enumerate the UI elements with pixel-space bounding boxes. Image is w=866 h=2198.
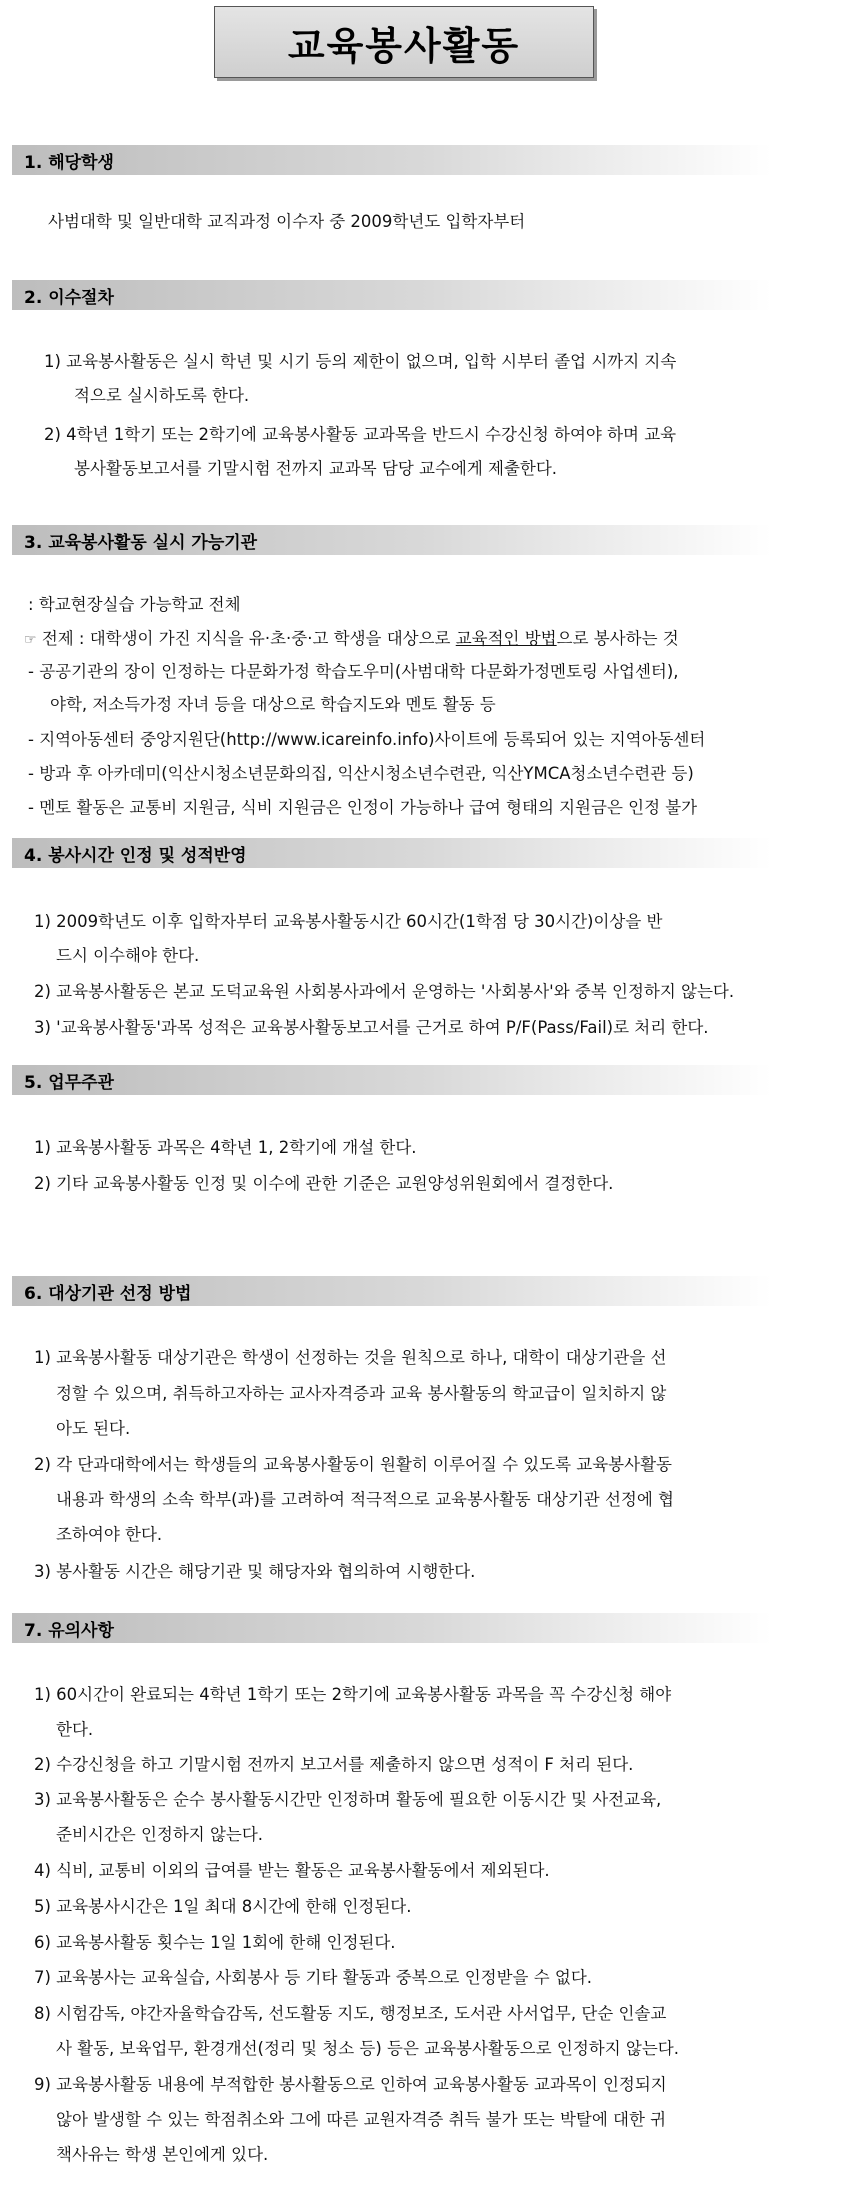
section-4-line-1: 1) 2009학년도 이후 입학자부터 교육봉사활동시간 60시간(1학점 당 30시간)이상을 반 (34, 912, 663, 931)
section-3-premise-underlined: 교육적인 방법 (455, 629, 557, 648)
page-title: 교육봉사활동 (287, 23, 521, 68)
pointing-hand-icon: ☞ (24, 632, 37, 648)
section-6-line-2: 정할 수 있으며, 취득하고자하는 교사자격증과 교육 봉사활동의 학교급이 일치하지 않 (56, 1384, 667, 1403)
section-7-line-11: 사 활동, 보육업무, 환경개선(정리 및 청소 등) 등은 교육봉사활동으로 인정하지 않는다. (56, 2039, 679, 2058)
section-7-line-13: 않아 발생할 수 있는 학점취소와 그에 따른 교원자격증 취득 불가 또는 박탈에 대한 귀 (56, 2110, 667, 2129)
section-2-line-3: 2) 4학년 1학기 또는 2학기에 교육봉사활동 교과목을 반드시 수강신청 하여야 하며 교육 (44, 425, 677, 444)
section-7-line-12: 9) 교육봉사활동 내용에 부적합한 봉사활동으로 인하여 교육봉사활동 교과목이 인정되지 (34, 2075, 667, 2094)
section-7-line-1: 1) 60시간이 완료되는 4학년 1학기 또는 2학기에 교육봉사활동 과목을 꼭 수강신청 해야 (34, 1685, 672, 1704)
section-7-line-5: 준비시간은 인정하지 않는다. (56, 1825, 264, 1844)
section-1-heading: 1. 해당학생 (12, 145, 772, 175)
section-5-line-2: 2) 기타 교육봉사활동 인정 및 이수에 관한 기준은 교원양성위원회에서 결정한다. (34, 1174, 614, 1193)
section-3-premise-tail: 으로 봉사하는 것 (556, 629, 679, 648)
section-4-line-2: 드시 이수해야 한다. (56, 946, 200, 965)
section-4-line-4: 3) '교육봉사활동'과목 성적은 교육봉사활동보고서를 근거로 하여 P/F(Pass/Fail)로 처리 한다. (34, 1018, 709, 1037)
section-3-line-7: - 멘토 활동은 교통비 지원금, 식비 지원금은 인정이 가능하나 급여 형태의 지원금은 인정 불가 (28, 798, 698, 817)
section-3-premise-text: 전제 : 대학생이 가진 지식을 유·초·중·고 학생을 대상으로 (41, 629, 451, 648)
section-3-line-2 (24, 627, 679, 652)
section-3-heading: 3. 교육봉사활동 실시 가능기관 (12, 525, 772, 555)
section-6-line-6: 조하여야 한다. (56, 1525, 163, 1544)
section-4-heading: 4. 봉사시간 인정 및 성적반영 (12, 838, 772, 868)
section-7-line-2: 한다. (56, 1720, 94, 1739)
section-1-line-1: 사범대학 및 일반대학 교직과정 이수자 중 2009학년도 입학자부터 (48, 212, 526, 231)
section-5-heading: 5. 업무주관 (12, 1065, 772, 1095)
section-6-line-3: 아도 된다. (56, 1419, 131, 1438)
section-6-line-5: 내용과 학생의 소속 학부(과)를 고려하여 적극적으로 교육봉사활동 대상기관 선정에 협 (56, 1490, 674, 1509)
section-6-line-4: 2) 각 단과대학에서는 학생들의 교육봉사활동이 원활히 이루어질 수 있도록 교육봉사활동 (34, 1455, 672, 1474)
section-6-heading: 6. 대상기관 선정 방법 (12, 1276, 772, 1306)
page-title-box (214, 6, 594, 78)
section-7-line-10: 8) 시험감독, 야간자율학습감독, 선도활동 지도, 행정보조, 도서관 사서업무, 단순 인솔교 (34, 2004, 667, 2023)
section-3-line-1: : 학교현장실습 가능학교 전체 (28, 595, 241, 614)
section-3-line-5: - 지역아동센터 중앙지원단(http://www.icareinfo.info)사이트에 등록되어 있는 지역아동센터 (28, 730, 706, 749)
section-3-line-3: - 공공기관의 장이 인정하는 다문화가정 학습도우미(사범대학 다문화가정멘토링 사업센터), (28, 662, 679, 681)
section-2-line-1: 1) 교육봉사활동은 실시 학년 및 시기 등의 제한이 없으며, 입학 시부터 졸업 시까지 지속 (44, 352, 677, 371)
section-6-line-1: 1) 교육봉사활동 대상기관은 학생이 선정하는 것을 원칙으로 하나, 대학이 대상기관을 선 (34, 1348, 667, 1367)
section-7-line-4: 3) 교육봉사활동은 순수 봉사활동시간만 인정하며 활동에 필요한 이동시간 및 사전교육, (34, 1790, 662, 1809)
section-7-line-14: 책사유는 학생 본인에게 있다. (56, 2145, 269, 2164)
section-7-line-3: 2) 수강신청을 하고 기말시험 전까지 보고서를 제출하지 않으면 성적이 F 처리 된다. (34, 1755, 634, 1774)
section-6-line-7: 3) 봉사활동 시간은 해당기관 및 해당자와 협의하여 시행한다. (34, 1562, 476, 1581)
section-7-heading: 7. 유의사항 (12, 1613, 772, 1643)
section-5-line-1: 1) 교육봉사활동 과목은 4학년 1, 2학기에 개설 한다. (34, 1138, 417, 1157)
section-2-line-2: 적으로 실시하도록 한다. (74, 386, 250, 405)
section-7-line-9: 7) 교육봉사는 교육실습, 사회봉사 등 기타 활동과 중복으로 인정받을 수 없다. (34, 1968, 593, 1987)
section-7-line-7: 5) 교육봉사시간은 1일 최대 8시간에 한해 인정된다. (34, 1897, 412, 1916)
section-3-line-4: 야학, 저소득가정 자녀 등을 대상으로 학습지도와 멘토 활동 등 (50, 695, 496, 714)
section-2-heading: 2. 이수절차 (12, 280, 772, 310)
section-7-line-8: 6) 교육봉사활동 횟수는 1일 1회에 한해 인정된다. (34, 1933, 396, 1952)
section-7-line-6: 4) 식비, 교통비 이외의 급여를 받는 활동은 교육봉사활동에서 제외된다. (34, 1861, 550, 1880)
section-3-line-6: - 방과 후 아카데미(익산시청소년문화의집, 익산시청소년수련관, 익산YMCA청소년수련관 등) (28, 764, 694, 783)
section-2-line-4: 봉사활동보고서를 기말시험 전까지 교과목 담당 교수에게 제출한다. (74, 459, 558, 478)
section-4-line-3: 2) 교육봉사활동은 본교 도덕교육원 사회봉사과에서 운영하는 '사회봉사'와 중복 인정하지 않는다. (34, 982, 735, 1001)
